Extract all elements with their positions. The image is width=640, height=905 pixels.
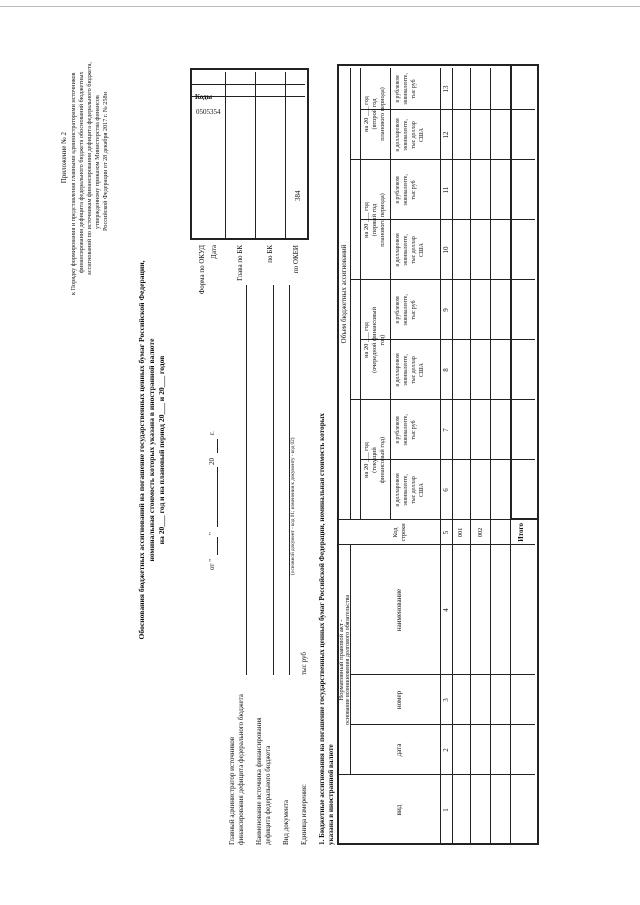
appendix-line-3: ассигнований по источникам финансирования дефицита федерального бюджета, xyxy=(86,62,93,275)
legal-act-header-2: основание возникновения долгового обязательства xyxy=(345,594,351,726)
sub-rub-4-a: в рублевом xyxy=(395,75,401,103)
sub-usd-4-d: США xyxy=(419,128,425,142)
source-underline xyxy=(273,285,274,675)
appendix-line-2: финансирования дефицита федерального бюджета обоснований бюджетных xyxy=(78,71,85,273)
appendix-line-5: Российской Федерации от 28 декабря 2017 г. № 258н xyxy=(102,92,109,231)
sub-rub-3-b: эквиваленте, xyxy=(403,174,409,206)
period-4-l2: (второй год xyxy=(371,98,378,130)
section-heading-1: 1. Бюджетные ассигнования на погашение государственных ценных бумаг Российской Федерации, номинальная стоимость которых xyxy=(318,413,326,845)
period-1-l1: на 20 ___ год xyxy=(363,442,370,478)
sub-usd-3-a: в долларовом xyxy=(395,233,401,267)
sub-usd-2-b: эквиваленте, xyxy=(403,354,409,386)
okei-code: 384 xyxy=(294,190,302,201)
sub-rub-1-c: тыс руб xyxy=(411,420,417,440)
period-2-l1: на 20 ___ год xyxy=(363,322,370,358)
col-code-2: строки xyxy=(400,523,407,542)
total-row xyxy=(510,64,539,520)
sub-usd-4-b: эквиваленте, xyxy=(403,119,409,151)
sub-rub-4-c: тыс руб xyxy=(411,79,417,99)
sub-rub-2-b: эквиваленте, xyxy=(403,294,409,326)
codes-label-okei: по ОКЕИ xyxy=(292,245,300,274)
period-3-l2: (первый год xyxy=(371,203,378,237)
sub-rub-3-c: тыс руб xyxy=(411,180,417,200)
period-1-l2: (текущий xyxy=(371,447,378,473)
date-from: от " xyxy=(208,558,216,570)
col-num-3: 3 xyxy=(442,698,450,702)
sub-usd-3-c: тыс доллар xyxy=(411,236,417,264)
sub-rub-3-a: в рублевом xyxy=(395,176,401,204)
col-code: Код xyxy=(392,527,399,538)
appendix-title: Приложение № 2 xyxy=(60,132,68,184)
field-doc-type: Вид документа xyxy=(282,799,290,845)
col-num-6: 6 xyxy=(442,488,450,492)
field-unit-value: тыс руб xyxy=(300,652,308,675)
date-year: 20 xyxy=(208,458,216,465)
appendix-line-1: к Порядку формирования и представления главными администраторами источников xyxy=(70,72,77,295)
codes-label-date: Дата xyxy=(210,245,218,259)
col-num-11: 11 xyxy=(442,186,450,194)
period-2-l2: (очередной финансовый xyxy=(371,306,378,374)
sub-usd-3-b: эквиваленте, xyxy=(403,234,409,266)
okud-code: 0505354 xyxy=(196,108,221,116)
doc-title-line-1: Обоснования бюджетных ассигнований на погашение государственных ценных бумаг Российской Федерации, xyxy=(137,260,146,640)
col-num-2: 2 xyxy=(442,748,450,752)
period-2-l3: год) xyxy=(379,334,386,346)
legal-act-header: Нормативный правовой акт - xyxy=(338,619,345,701)
volume-header: Объем бюджетных ассигнований xyxy=(340,244,348,344)
doc-title-line-2: номинальная стоимость которых указана в иностранной валюте xyxy=(147,338,156,562)
period-1-l3: финансовый год) xyxy=(379,436,386,484)
field-admin-2: финансирования дефицита федерального бюджета xyxy=(237,694,245,845)
sub-rub-1-a: в рублевом xyxy=(395,416,401,444)
period-3-l3: планового периода) xyxy=(379,193,386,247)
field-admin-1: Главный администратор источников xyxy=(228,736,236,845)
col-num-4: 4 xyxy=(442,608,450,612)
section-heading-2: указана в иностранной валюте xyxy=(327,744,335,845)
sub-rub-4-b: эквиваленте, xyxy=(403,73,409,105)
sub-usd-1-a: в долларовом xyxy=(395,473,401,507)
field-source-2: дефицита федерального бюджета xyxy=(264,745,272,845)
appendix-line-4: утвержденному приказом Министерства финансов xyxy=(94,95,101,229)
codes-header: Коды xyxy=(195,93,213,101)
sub-usd-4-c: тыс доллар xyxy=(411,121,417,149)
codes-label-bk: по БК xyxy=(266,245,274,263)
sub-usd-2-a: в долларовом xyxy=(395,353,401,387)
date-g: г. xyxy=(208,431,216,435)
period-4-l3: планового периода) xyxy=(379,87,386,141)
col-name: наименование xyxy=(395,588,403,632)
col-num-9: 9 xyxy=(442,308,450,312)
codes-label-okud: Форма по ОКУД xyxy=(198,245,206,295)
sub-usd-2-d: США xyxy=(419,363,425,377)
sub-usd-1-d: США xyxy=(419,483,425,497)
col-date: дата xyxy=(395,743,403,757)
sub-usd-4-a: в долларовом xyxy=(395,118,401,152)
col-num-5: 5 xyxy=(442,530,450,535)
col-number: номер xyxy=(395,690,403,710)
row-code-001: 001 xyxy=(457,527,464,538)
admin-underline xyxy=(246,285,247,675)
row-code-002: 002 xyxy=(477,527,484,538)
sub-rub-1-b: эквиваленте, xyxy=(403,414,409,446)
sub-rub-2-c: тыс руб xyxy=(411,300,417,320)
period-4-l1: на 20 ___ год xyxy=(363,96,370,132)
sub-usd-1-c: тыс доллар xyxy=(411,476,417,504)
sub-usd-2-c: тыс доллар xyxy=(411,356,417,384)
col-num-7: 7 xyxy=(442,428,450,432)
total-label: Итого xyxy=(517,523,525,542)
sub-usd-3-d: США xyxy=(419,243,425,257)
col-num-8: 8 xyxy=(442,368,450,372)
doc-type-hint: (основной документ - код 01; изменения к документу - код 02) xyxy=(290,437,296,575)
field-source-1: Наименование источника финансирования xyxy=(255,717,263,845)
sub-usd-1-b: эквиваленте, xyxy=(403,474,409,506)
col-num-13: 13 xyxy=(442,85,450,93)
field-unit: Единица измерения: xyxy=(300,784,308,845)
col-num-12: 12 xyxy=(442,131,450,139)
date-quote: " xyxy=(208,532,216,535)
col-num-1: 1 xyxy=(442,808,450,812)
col-num-10: 10 xyxy=(442,246,450,254)
doc-title-line-3: на 20___ год и на плановый период 20___ и 20___ годов xyxy=(157,355,166,545)
codes-label-glava: Глава по БК xyxy=(236,245,244,281)
sub-rub-2-a: в рублевом xyxy=(395,296,401,324)
period-3-l1: на 20 ___ год xyxy=(363,202,370,238)
col-vid: вид xyxy=(395,804,403,816)
